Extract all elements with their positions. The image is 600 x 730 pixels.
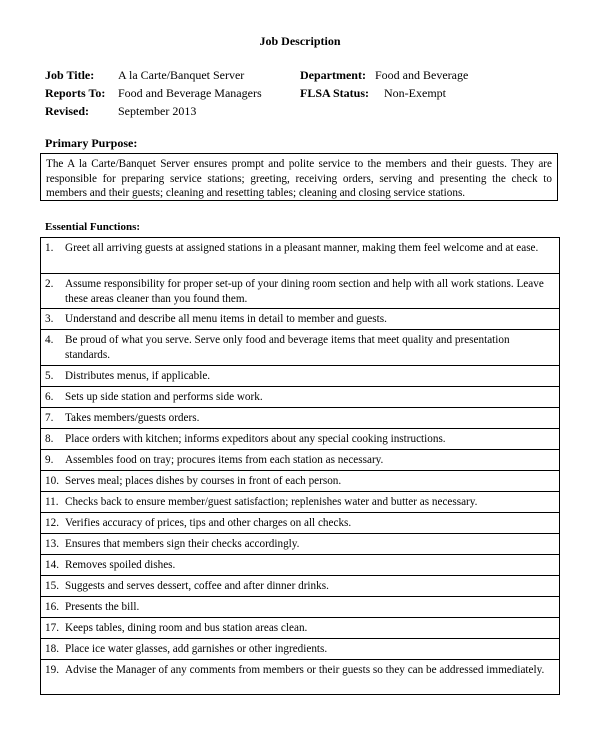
function-text: Assume responsibility for proper set-up of your dining room section and help with all work stations. Leave these areas cleaner than you found them. bbox=[65, 278, 544, 305]
job-title-row bbox=[45, 67, 295, 83]
function-number: 7. bbox=[45, 412, 54, 424]
function-row bbox=[41, 330, 559, 366]
function-number: 19. bbox=[45, 664, 59, 676]
primary-purpose-box: The A la Carte/Banquet Server ensures prompt and polite service to the members and their guests. They are responsible for preparing service stations; greeting, receiving orders, serving and presenting the check to members and their guests; cleaning and resetting tables; cleaning and closing service stations. bbox=[40, 153, 558, 201]
function-number: 17. bbox=[45, 622, 59, 634]
document-title: Job Description bbox=[259, 34, 341, 48]
function-row bbox=[41, 576, 559, 597]
function-text: Distributes menus, if applicable. bbox=[65, 370, 211, 382]
function-text: Advise the Manager of any comments from members or their guests so they can be addressed immediately. bbox=[65, 664, 545, 676]
reports-to-value: Food and Beverage Managers bbox=[118, 86, 262, 100]
function-number: 4. bbox=[45, 334, 54, 346]
function-text: Place ice water glasses, add garnishes or other ingredients. bbox=[65, 643, 328, 655]
department-value: Food and Beverage bbox=[375, 68, 469, 82]
function-row bbox=[41, 492, 559, 513]
function-row bbox=[41, 660, 559, 695]
function-row bbox=[41, 309, 559, 330]
function-text: Suggests and serves dessert, coffee and after dinner drinks. bbox=[65, 580, 329, 592]
revised-row bbox=[45, 103, 295, 119]
function-row bbox=[41, 618, 559, 639]
function-text: Keeps tables, dining room and bus station areas clean. bbox=[65, 622, 308, 634]
function-text: Checks back to ensure member/guest satisfaction; replenishes water and butter as necessary. bbox=[65, 496, 478, 508]
function-number: 18. bbox=[45, 643, 59, 655]
department-label: Department: bbox=[300, 68, 366, 82]
function-number: 6. bbox=[45, 391, 54, 403]
function-text: Serves meal; places dishes by courses in front of each person. bbox=[65, 475, 342, 487]
function-row bbox=[41, 238, 559, 274]
function-row bbox=[41, 408, 559, 429]
function-row bbox=[41, 450, 559, 471]
function-row bbox=[41, 597, 559, 618]
function-number: 5. bbox=[45, 370, 54, 382]
function-text: Place orders with kitchen; informs expeditors about any special cooking instructions. bbox=[65, 433, 446, 445]
function-number: 16. bbox=[45, 601, 59, 613]
function-number: 3. bbox=[45, 313, 54, 325]
revised-label: Revised: bbox=[45, 104, 89, 118]
function-row bbox=[41, 429, 559, 450]
function-text: Ensures that members sign their checks accordingly. bbox=[65, 538, 300, 550]
function-text: Sets up side station and performs side work. bbox=[65, 391, 263, 403]
revised-value: September 2013 bbox=[118, 104, 197, 118]
function-number: 15. bbox=[45, 580, 59, 592]
function-text: Assembles food on tray; procures items from each station as necessary. bbox=[65, 454, 384, 466]
reports-to-row bbox=[45, 85, 295, 101]
function-text: Greet all arriving guests at assigned stations in a pleasant manner, making them feel welcome and at ease. bbox=[65, 242, 539, 254]
function-row bbox=[41, 274, 559, 309]
function-text: Understand and describe all menu items in detail to member and guests. bbox=[65, 313, 387, 325]
function-row bbox=[41, 387, 559, 408]
function-row bbox=[41, 513, 559, 534]
function-number: 2. bbox=[45, 278, 54, 290]
function-text: Removes spoiled dishes. bbox=[65, 559, 176, 571]
essential-functions-label: Essential Functions: bbox=[45, 221, 141, 233]
function-number: 8. bbox=[45, 433, 54, 445]
function-text: Verifies accuracy of prices, tips and other charges on all checks. bbox=[65, 517, 352, 529]
reports-to-label: Reports To: bbox=[45, 86, 106, 100]
job-title-value: A la Carte/Banquet Server bbox=[118, 68, 245, 82]
function-number: 9. bbox=[45, 454, 54, 466]
flsa-row bbox=[300, 85, 560, 101]
function-number: 12. bbox=[45, 517, 59, 529]
function-row bbox=[41, 555, 559, 576]
function-row bbox=[41, 534, 559, 555]
function-number: 11. bbox=[45, 496, 59, 508]
function-row bbox=[41, 366, 559, 387]
flsa-value: Non-Exempt bbox=[384, 86, 446, 100]
function-text: Presents the bill. bbox=[65, 601, 140, 613]
flsa-label: FLSA Status: bbox=[300, 86, 370, 100]
function-row bbox=[41, 471, 559, 492]
function-number: 14. bbox=[45, 559, 59, 571]
department-row bbox=[300, 67, 560, 83]
job-title-label: Job Title: bbox=[45, 68, 95, 82]
function-number: 1. bbox=[45, 242, 54, 254]
function-text: Takes members/guests orders. bbox=[65, 412, 200, 424]
function-row bbox=[41, 639, 559, 660]
function-number: 13. bbox=[45, 538, 59, 550]
essential-functions-table bbox=[40, 237, 560, 695]
function-text: Be proud of what you serve. Serve only food and beverage items that meet quality and presentation standards. bbox=[65, 334, 510, 361]
primary-purpose-label: Primary Purpose: bbox=[45, 136, 138, 150]
function-number: 10. bbox=[45, 475, 59, 487]
